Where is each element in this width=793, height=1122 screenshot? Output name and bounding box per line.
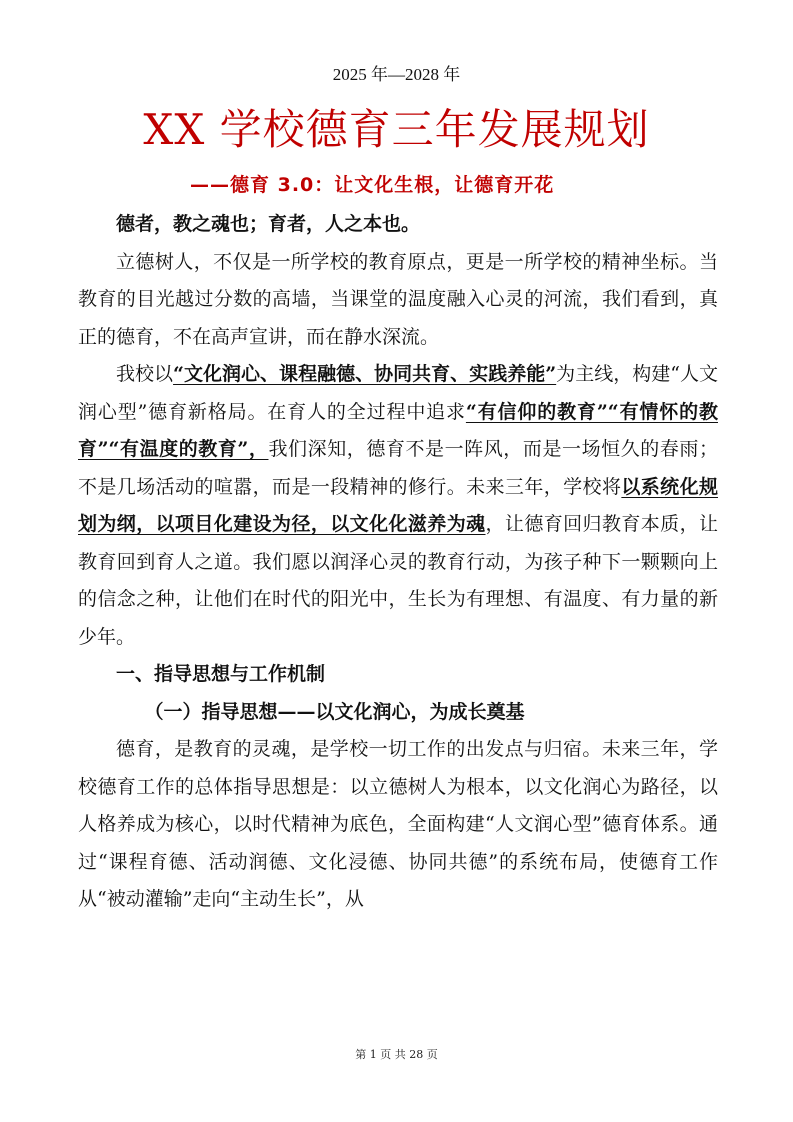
section-1-heading: 一、指导思想与工作机制 (116, 663, 326, 685)
section-1-1-heading: （一）指导思想——以文化润心，为成长奠基 (144, 700, 525, 723)
document-subtitle: ——德育 3.0：让文化生根，让德育开花 (190, 174, 555, 196)
paragraph-2-part-c: 为主线，构建“人文润心型”德育新格局。在育人的全过程中追求 (78, 363, 718, 423)
paragraph-2-emphasis-pursuit: “有信仰的教育”“有情怀的教育”“有温度的教育”， (78, 400, 718, 460)
paragraph-1: 立德树人，不仅是一所学校的教育原点，更是一所学校的精神坐标。当教育的目光越过分数的高墙，当课堂的温度融入心灵的河流，我们看到，真正的德育，不在高声宣讲，而在静水深流。 (78, 250, 718, 348)
document-title: XX 学校德育三年发展规划 (143, 105, 650, 154)
paragraph-2-part-e: 我们深知，德育不是一阵风，而是一场恒久的春雨；不是几场活动的喧嚣，而是一段精神的修行。未来三年，学校将 (78, 438, 718, 498)
paragraph-2-emphasis-mainline: “文化润心、课程融德、协同共育、实践养能” (173, 363, 557, 385)
paragraph-2-emphasis-approach: 以系统化规划为纲，以项目化建设为径，以文化化滋养为魂 (78, 475, 718, 535)
lead-sentence: 德者，教之魂也；育者，人之本也。 (116, 213, 421, 235)
year-range: 2025 年—2028 年 (332, 65, 461, 84)
paragraph-2-part-g: ，让德育回归教育本质，让教育回到育人之道。我们愿以润泽心灵的教育行动，为孩子种下一颗颗向上的信念之种，让他们在时代的阳光中，生长为有理想、有温度、有力量的新少年。 (78, 513, 718, 648)
paragraph-3: 德育，是教育的灵魂，是学校一切工作的出发点与归宿。未来三年，学校德育工作的总体指导思想是：以立德树人为根本，以文化润心为路径，以人格养成为核心，以时代精神为底色，全面构建“人文润心型”德育体系。通过“课程育德、活动润德、文化浸德、协同共德”的系统布局，使德育工作从“被动灌输”走向“主动生长”，从 (78, 738, 718, 910)
paragraph-2 (78, 356, 718, 656)
document-body (78, 206, 718, 919)
paragraph-2-part-a: 我校以 (116, 363, 174, 385)
page-number: 第 1 页 共 28 页 (355, 1048, 438, 1061)
